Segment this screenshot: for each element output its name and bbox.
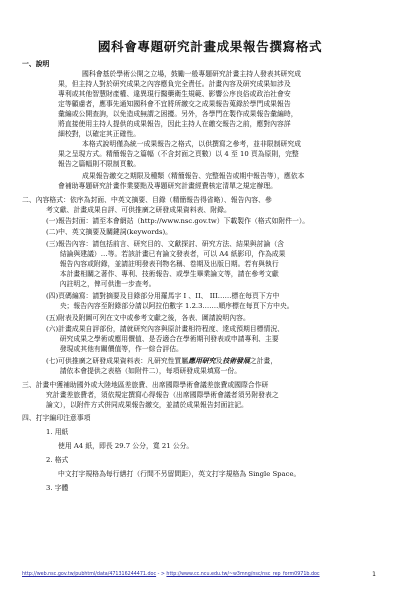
s4-line: 使用 A4 紙，即長 29.7 公分，寬 21 公分。	[58, 442, 194, 450]
s4-line: 2. 格式	[46, 456, 69, 464]
s2-item-line: 結論與建議）…等。若該計畫已有論文發表者，可以 A4 紙影印，作為成果	[46, 250, 286, 258]
s1-p1-line: 專利或其他智慧財產權、違異現行醫藥衛生規範、影響公序良俗或政治社會安	[58, 90, 291, 98]
s2-item-7-tech-development: 技術發展	[222, 357, 250, 365]
s1-p1-line: 將直接使用主持人提供的成果報告，因此主持人在繳交報告之前，應對內容詳	[58, 120, 291, 128]
s1-p1-line: 國科會基於學術公開之立場，鼓勵一般專題研究計畫主持人發表其研究成	[82, 70, 302, 78]
section-1-heading: 一、說明	[22, 60, 50, 68]
s4-line: 3. 字體	[46, 484, 69, 492]
s2-item-line: 本計畫相關之著作、專利、技術報告、或學生畢業論文等，請在參考文獻	[46, 270, 279, 278]
s2-item-line: (三)報告內容：請包括前言、研究目的、文獻探討、研究方法、結果與討論（含	[46, 240, 285, 248]
s1-p3-line: 會補助專題研究計畫作業要點及專題研究計畫經費核定清單之規定辦理。	[58, 182, 278, 190]
section-3-line: 論文），以附件方式併同成果報告繳交，並請於成果報告封面註記。	[46, 401, 248, 409]
s2-item-line: (二)中、英文摘要及關鍵詞(keywords)。	[46, 228, 173, 236]
s2-item-7-line	[46, 357, 277, 366]
s2-item-line: 研究成果之學術或應用價值、是否適合在學術期刊發表或申請專利、主要	[46, 335, 279, 343]
s2-cont-line: 考文獻、計畫成果自評、可供推廣之研發成果資料表、附錄。	[46, 206, 231, 214]
footer-link-source[interactable]: http://web.nsc.gov.tw/pubhtml/data/471316244471.doc	[22, 572, 157, 577]
s4-line: 1. 用紙	[46, 428, 69, 436]
s2-item-line: (四)頁碼編寫：請對摘要及目錄部分用羅馬字 I 、II、 III……標在每頁下方中	[46, 292, 280, 300]
s2-item-7-post: 之計畫，	[249, 357, 278, 365]
s2-item-line: 報告內容或附錄，並請註明發表刊物名稱、卷期及出版日期。若有與執行	[46, 260, 279, 268]
s1-p1-line: 細校對，以確定其正確性。	[58, 130, 141, 138]
s1-p1-line: 定等顧慮者，應事先通知國科會不宜將所繳交之成果報告蒐錄於學門成果報告	[58, 100, 291, 108]
s2-item-7-cont: 請依本會提供之表格（如附件二），每項研發成果填寫一份。	[46, 367, 242, 375]
s1-p2-line: 果之呈現方式。精簡報告之篇幅（不含封面之頁數）以 4 至 10 頁為原則，完整	[58, 150, 299, 158]
section-4-heading: 四、打字編印注意事項	[22, 414, 91, 422]
s1-p2-line: 本格式說明僅為統一成果報告之格式，以供撰寫之參考，並非限制研究成	[82, 140, 302, 148]
s2-item-line: 內註明之，俾可供進一步查考。	[46, 280, 156, 288]
footer-separator: - >	[156, 572, 167, 577]
s2-item-line: 發現或其他有關價值等，作一綜合評估。	[46, 345, 183, 353]
s1-p3-line: 成果報告繳交之期限及種類（精簡報告、完整報告或期中報告等），應依本	[82, 172, 305, 180]
s2-item-7-mid: 及	[215, 357, 223, 365]
document-title: 國科會專題研究計畫成果報告撰寫格式	[97, 39, 323, 54]
s2-item-line: (五)附表及附圖可列在文中或參考文獻之後，各表、圖請說明內容。	[46, 314, 250, 322]
s2-item-line: (一)報告封面：請至本會網站（http://www.nsc.gov.tw）下載製作（格式如附件一）。	[46, 217, 310, 225]
s4-line: 中文打字規格為每行繕打（行間不另留間距），英文打字規格為 Single Space。	[58, 470, 301, 478]
section-3-line: 三、計畫中獲補助國外或大陸地區差旅費、出席國際學術會議差旅費或國際合作研	[22, 381, 269, 389]
s1-p1-line: 彙編或公開查詢，以免造成無謂之困擾。另外，各學門在製作成果報告彙編時，	[58, 110, 298, 118]
section-3-line: 究計畫差旅費者，須依規定撰寫心得報告（出席國際學術會議者須另附發表之	[46, 391, 279, 399]
s2-item-7-pre: (七)可供推廣之研發成果資料表：凡研究性質屬	[46, 357, 189, 365]
page-number: 1	[372, 571, 376, 578]
section-2-heading: 二、內容格式：依序為封面、中英文摘要、目錄（精簡報告得省略）、報告內容、參	[22, 196, 272, 204]
s2-item-line: (六)計畫成果自評部份，請就研究內容與原計畫相符程度、達成預期目標情況、	[46, 325, 285, 333]
s2-item-line: 央；報告內容至附錄部分請以阿拉伯數字 1.2.3.……順序標在每頁下方中央。	[46, 302, 294, 310]
s2-item-7-applied-research: 應用研究	[188, 357, 216, 365]
s1-p1-line: 果，但主持人對於研究成果之內容應負完全責任。計畫內容及研究成果如涉及	[58, 80, 291, 88]
footer-links	[22, 572, 320, 577]
footer-link-target[interactable]: http://www.cc.ncu.edu.tw/~w3mng/nsc/nsc_rep_form0971b.doc	[166, 572, 320, 577]
s1-p2-line: 報告之篇幅則不限制頁數。	[58, 160, 141, 168]
